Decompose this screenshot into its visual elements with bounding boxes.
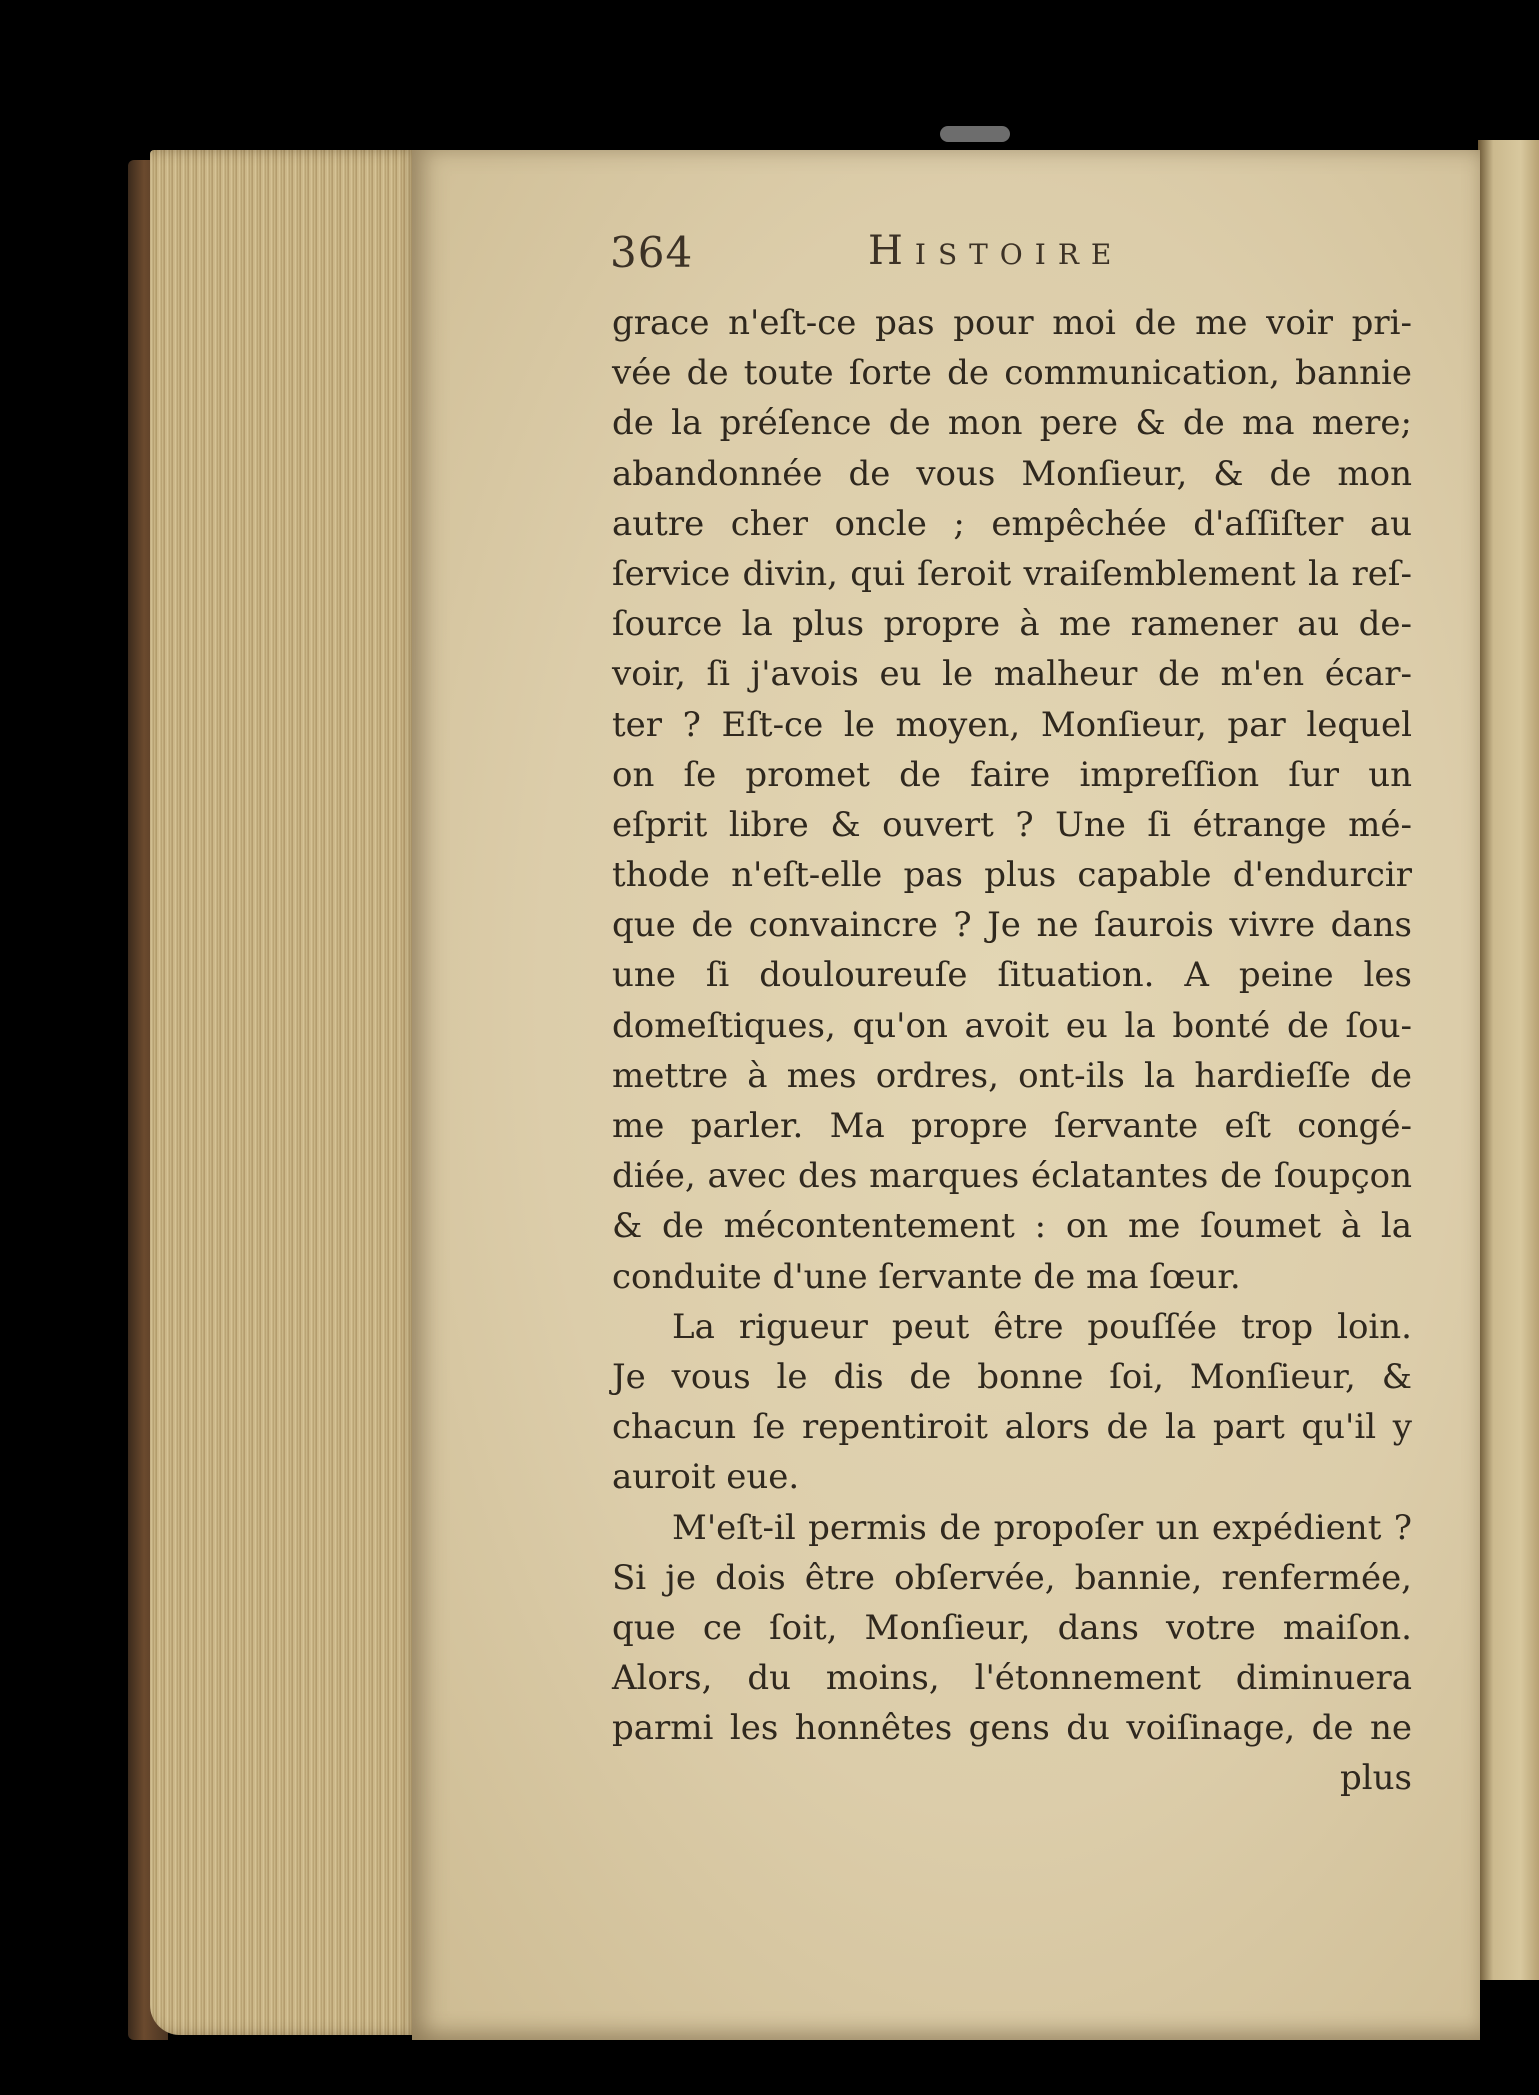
text-line: parmi les honnêtes gens du voiſinage, de ne bbox=[612, 1708, 1412, 1749]
text-line: La rigueur peut être pouſſée trop loin. bbox=[672, 1306, 1412, 1347]
text-line: diée, avec des marques éclatantes de ſoupçon bbox=[612, 1156, 1412, 1197]
text-line: Alors, du moins, l'étonnement diminuera bbox=[612, 1658, 1412, 1699]
headband bbox=[940, 126, 1010, 142]
running-title: Histoire bbox=[868, 228, 1124, 274]
text-line: on ſe promet de faire impreſſion ſur un bbox=[612, 754, 1412, 795]
text-line: thode n'eſt-elle pas plus capable d'endurcir bbox=[612, 855, 1412, 896]
text-line: autre cher oncle ; empêchée d'aſſiſter au bbox=[612, 503, 1412, 544]
facing-page-edge bbox=[1478, 140, 1539, 1980]
text-line: ſervice divin, qui ſeroit vraiſemblement la reſ- bbox=[612, 553, 1412, 594]
catchword: plus bbox=[1340, 1758, 1412, 1799]
page-edges bbox=[150, 150, 420, 2035]
text-line: Je vous le dis de bonne ſoi, Monſieur, & bbox=[612, 1356, 1412, 1397]
text-line: Si je dois être obſervée, bannie, renfermée, bbox=[612, 1557, 1412, 1598]
text-line: vée de toute ſorte de communication, bannie bbox=[612, 353, 1412, 394]
text-line: M'eſt-il permis de propoſer un expédient ? bbox=[672, 1507, 1412, 1548]
text-line: conduite d'une ſervante de ma ſœur. bbox=[612, 1256, 1241, 1297]
text-line: & de mécontentement : on me ſoumet à la bbox=[612, 1206, 1412, 1247]
text-line: de la préſence de mon pere & de ma mere; bbox=[612, 403, 1412, 444]
text-line: domeſtiques, qu'on avoit eu la bonté de ſou- bbox=[612, 1005, 1412, 1046]
text-line: auroit eue. bbox=[612, 1457, 800, 1498]
page-text bbox=[612, 298, 1412, 1804]
text-line: abandonnée de vous Monſieur, & de mon bbox=[612, 453, 1412, 494]
page-number: 364 bbox=[610, 228, 694, 277]
running-head bbox=[610, 228, 1170, 288]
text-line: ſource la plus propre à me ramener au de- bbox=[612, 604, 1412, 645]
text-line: que ce ſoit, Monſieur, dans votre maiſon. bbox=[612, 1607, 1412, 1648]
text-line: que de convaincre ? Je ne ſaurois vivre dans bbox=[612, 905, 1412, 946]
text-line: une ſi douloureuſe ſituation. A peine les bbox=[612, 955, 1412, 996]
text-line: voir, ſi j'avois eu le malheur de m'en écar- bbox=[612, 654, 1412, 695]
text-line: chacun ſe repentiroit alors de la part qu'il y bbox=[612, 1407, 1412, 1448]
text-line: eſprit libre & ouvert ? Une ſi étrange mé- bbox=[612, 804, 1412, 845]
text-line: me parler. Ma propre ſervante eſt congé- bbox=[612, 1106, 1412, 1146]
text-line: ter ? Eſt-ce le moyen, Monſieur, par lequel bbox=[612, 704, 1412, 745]
text-line: mettre à mes ordres, ont-ils la hardieſſe de bbox=[612, 1055, 1412, 1096]
text-line: grace n'eſt-ce pas pour moi de me voir pri- bbox=[612, 303, 1412, 343]
